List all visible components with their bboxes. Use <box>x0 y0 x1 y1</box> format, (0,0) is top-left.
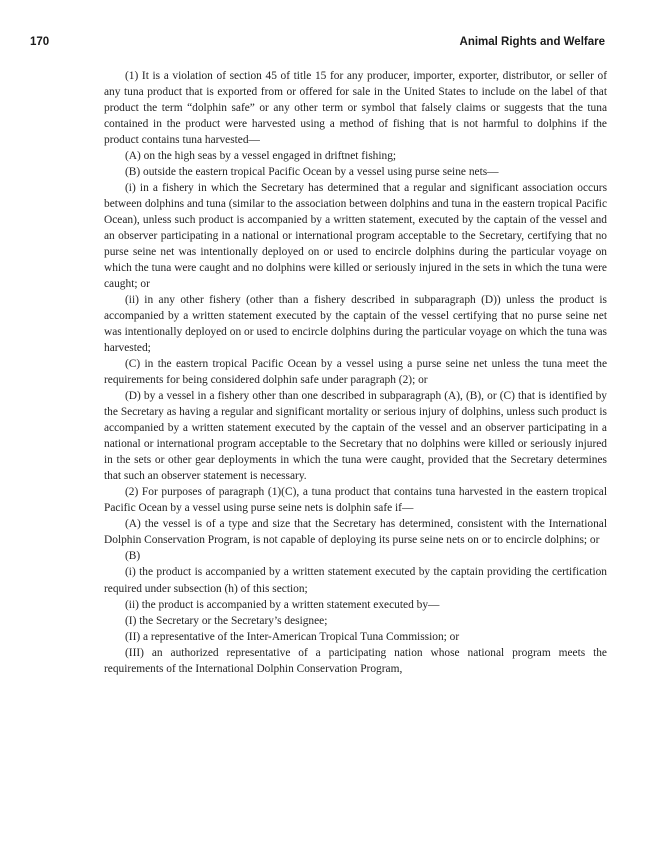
paragraph-2a-vessel-type: (A) the vessel is of a type and size that the Secretary has determined, consistent with the International Dolphin Conservation Program, is not capable of deploying its purse seine nets on or to encircle dolphins; or <box>104 518 607 547</box>
paragraph-2b-ii-I-secretary: (I) the Secretary or the Secretary’s designee; <box>125 614 328 627</box>
running-head <box>30 36 605 54</box>
paragraph-1b-i-association-fishery: (i) in a fishery in which the Secretary has determined that a regular and significant association occurs between dolphins and tuna (similar to the association between dolphins and tuna in the eastern tropical Pacific Ocean), unless such product is accompanied by a written statement, executed by the captain of the vessel and an observer participating in a national or international program acceptable to the Secretary, certifying that no purse seine net was intentionally deployed on or used to encircle dolphins during the particular voyage on which the tuna were caught and no dolphins were killed or seriously injured in the sets in which the tuna were caught; or <box>104 182 607 291</box>
page-number: 170 <box>30 36 50 48</box>
paragraph-2b-heading: (B) <box>125 550 141 563</box>
body-text <box>104 68 607 677</box>
paragraph-1d-mortality-fishery: (D) by a vessel in a fishery other than one described in subparagraph (A), (B), or (C) that is identified by the Secretary as having a regular and significant mortality or serious injury of dolphins, unless such product is accompanied by a written statement executed by the captain of the vessel and an observer participating in a national or international program acceptable to the Secretary that no dolphins were killed or seriously injured in the sets or other gear deployments in which the tuna were caught, provided that the Secretary determines that such an observer statement is necessary. <box>104 390 607 483</box>
paragraph-1b-ii-other-fishery: (ii) in any other fishery (other than a fishery described in subparagraph (D)) unless the product is accompanied by a written statement executed by the captain of the vessel certifying that no purse seine net was intentionally deployed on or used to encircle dolphins during the particular voyage on which the tuna was harvested; <box>104 294 607 355</box>
paragraph-2-dolphin-safe-definition: (2) For purposes of paragraph (1)(C), a tuna product that contains tuna harvested in the eastern tropical Pacific Ocean by a vessel using purse seine nets is dolphin safe if— <box>104 486 607 515</box>
paragraph-2b-ii-executed-by: (ii) the product is accompanied by a written statement executed by— <box>125 598 440 611</box>
paragraph-1b-outside-etp-purse-seine: (B) outside the eastern tropical Pacific Ocean by a vessel using purse seine nets— <box>125 166 499 179</box>
paragraph-2b-ii-III-nation-rep: (III) an authorized representative of a participating nation whose national program meets the requirements of the International Dolphin Conservation Program, <box>104 646 607 675</box>
paragraph-1-dolphin-safe-label-violation: (1) It is a violation of section 45 of title 15 for any producer, importer, exporter, distributor, or seller of any tuna product that is exported from or offered for sale in the United States to include on the label of that product the term “dolphin safe” or any other term or symbol that falsely claims or suggests that the tuna contained in the product were harvested using a method of fishing that is not harmful to dolphins if the product contains tuna harvested— <box>104 70 607 147</box>
book-title: Animal Rights and Welfare <box>459 36 605 48</box>
paragraph-1c-etp-purse-seine: (C) in the eastern tropical Pacific Ocean by a vessel using a purse seine net unless the tuna meet the requirements for being considered dolphin safe under paragraph (2); or <box>104 358 607 387</box>
paragraph-2b-ii-II-iattc: (II) a representative of the Inter-American Tropical Tuna Commission; or <box>125 630 460 643</box>
paragraph-1a-driftnet-fishing: (A) on the high seas by a vessel engaged in driftnet fishing; <box>125 150 397 163</box>
paragraph-2b-i-captain-statement: (i) the product is accompanied by a written statement executed by the captain providing the certification required under subsection (h) of this section; <box>104 566 607 595</box>
